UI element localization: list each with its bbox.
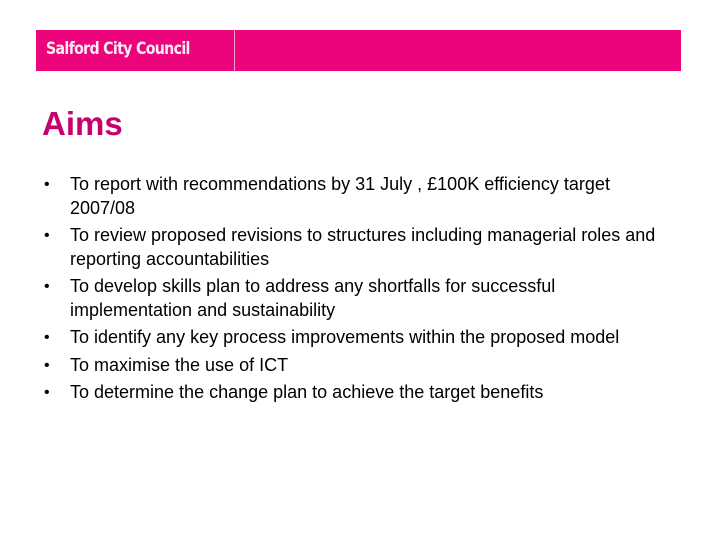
list-item-text: To review proposed revisions to structures including managerial roles and reporting accountabilities bbox=[70, 225, 656, 269]
list-item bbox=[38, 275, 658, 322]
bullet-icon: • bbox=[44, 176, 50, 193]
list-item bbox=[38, 224, 658, 271]
organization-name: Salford City Council bbox=[46, 39, 190, 58]
list-item bbox=[38, 354, 658, 378]
list-item bbox=[38, 381, 658, 405]
list-item-text: To identify any key process improvements within the proposed model bbox=[70, 327, 620, 347]
list-item-text: To maximise the use of ICT bbox=[70, 354, 289, 375]
header-banner bbox=[36, 30, 681, 71]
list-item-text: To report with recommendations by 31 July , £100K efficiency target 2007/08 bbox=[70, 174, 610, 218]
bullet-icon: • bbox=[44, 329, 50, 346]
list-item-text: To develop skills plan to address any shortfalls for successful implementation and sustainability bbox=[70, 276, 556, 320]
slide-title: Aims bbox=[42, 105, 123, 142]
bullet-icon: • bbox=[44, 384, 50, 401]
brand-logo bbox=[36, 30, 235, 71]
aims-list bbox=[38, 173, 658, 409]
list-item bbox=[38, 173, 658, 220]
list-item bbox=[38, 326, 658, 350]
list-item-text: To determine the change plan to achieve the target benefits bbox=[70, 382, 544, 402]
bullet-icon: • bbox=[44, 227, 50, 244]
bullet-icon: • bbox=[44, 278, 50, 295]
bullet-icon: • bbox=[44, 356, 50, 374]
